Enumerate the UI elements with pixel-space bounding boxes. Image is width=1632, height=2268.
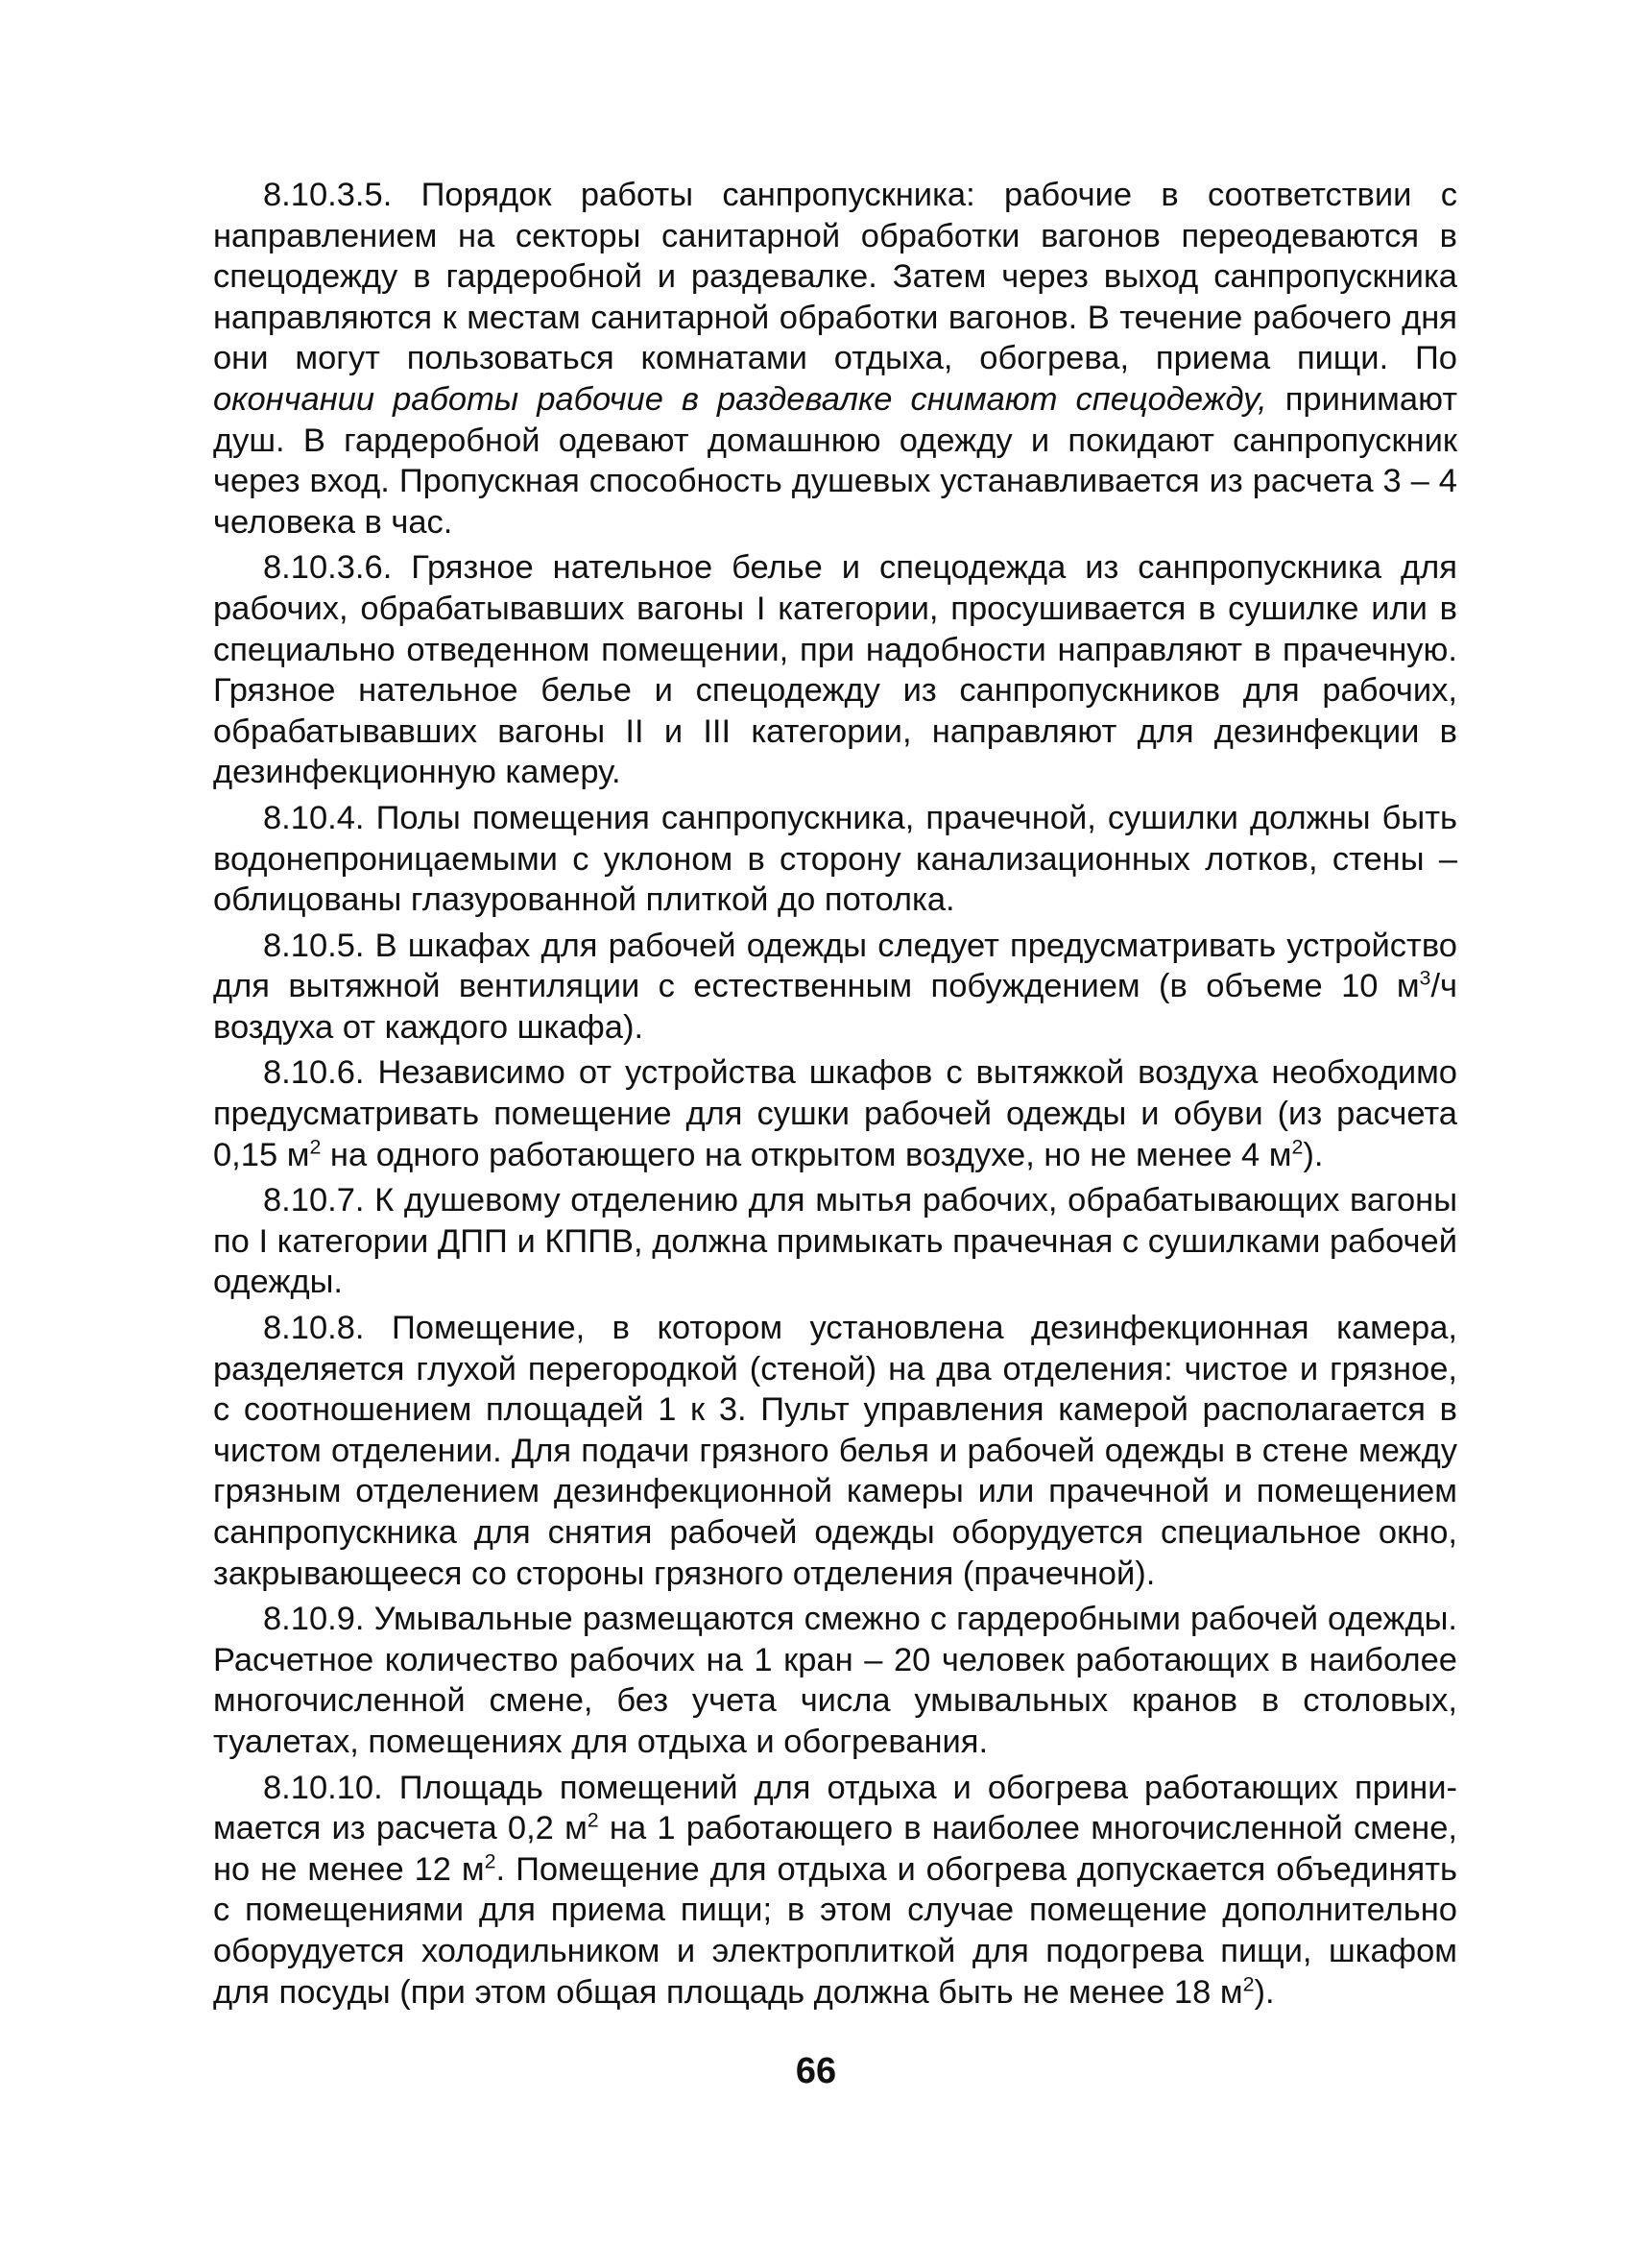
paragraph-text: 8.10.3.6. Грязное нательное белье и спецодежда из санпропускника для рабочих, обрабатывавших вагоны I категории, просушивается в сушилке или в специально отведенном помещении, при надобности направляют в прачечную. Грязное нательное белье и спецодежду из санпропускников для рабочих, обрабатывавших вагоны II и III категории, направляют для дезинфекции в дезинфекционную камеру. [213, 549, 1457, 791]
paragraph-text: 8.10.9. Умывальные размещаются смежно с гардеробными рабочей одежды. Расчетное количество рабочих на 1 кран – 20 человек работающих в наиболее многочисленной смене, без учета числа умывальных кранов в столовых, туалетах, помещениях для отдыха и обогревания. [213, 1601, 1457, 1760]
paragraph-8-10-10 [213, 1768, 1457, 2014]
paragraph-text: на одного работающего на открытом воздухе, но не менее 4 м [321, 1136, 1292, 1173]
paragraph-text: /ч воздуха от каждого шкафа). [213, 968, 1457, 1046]
paragraph-8-10-3-6 [213, 547, 1457, 793]
superscript: 2 [309, 1135, 322, 1159]
paragraph-text: 8.10.5. В шкафах для рабочей одежды следует предусматривать устройство для вытяжной вентиляции с естественным побуждением (в объеме 10 м [213, 927, 1457, 1005]
paragraph-text: 8.10.3.5. Порядок работы санпропускника: рабочие в соответствии с направлением на секторы санитарной обработки вагонов переодеваются в спецодежду в гардеробной и раздевалке. Затем через выход санпропускника направляются к местам санитарной обработки вагонов. В течение рабочего дня они могут пользоваться комнатами отдыха, обогрева, приема пищи. По [213, 177, 1457, 377]
paragraph-text: на 1 работающего в наиболее многочисленной смене, но не менее 12 м [213, 1810, 1457, 1888]
document-body [213, 175, 1457, 2017]
page-number: 66 [795, 2051, 837, 2091]
superscript: 2 [1242, 1972, 1255, 1996]
paragraph-8-10-7 [213, 1180, 1457, 1303]
paragraph-text: 8.10.7. К душевому отделению для мытья рабочих, обрабатывающих вагоны по I категории ДПП и КППВ, должна примыкать прачечная с сушилками рабочей одежды. [213, 1182, 1457, 1301]
superscript: 2 [1291, 1135, 1304, 1159]
paragraph-text: ). [1303, 1136, 1324, 1173]
paragraph-text: . Помещение для отдыха и обогрева допускается объединять с помещениями для приема пищи; в этом случае помещение дополнительно оборудуется холодильником и электроплиткой для подогрева пищи, шкафом для посуды (при этом общая площадь должна быть не менее 18 м [213, 1850, 1458, 2011]
paragraph-text: 8.10.8. Помещение, в котором установлена дезинфекционная камера, разделяется глухой перегородкой (стеной) на два отделения: чистое и грязное, с соотношением площадей 1 к 3. Пульт управления камерой располагается в чистом отделении. Для подачи грязного белья и рабочей одежды в стене между грязным отделением дезинфекционной камеры или прачечной и помещением санпропускника для снятия рабочей одежды оборудуется специальное окно, закрывающееся со стороны грязного отделения (прачечной). [213, 1310, 1457, 1592]
superscript: 3 [1419, 966, 1431, 990]
italic-text: окончании работы рабочие в раздевалке снимают спецодежду, [213, 380, 1267, 418]
paragraph-text: 8.10.10. Площадь помещений для отдыха и обогрева работающих принимается из расчета 0,2 м [213, 1769, 1457, 1847]
superscript: 2 [587, 1808, 599, 1832]
superscript: 2 [484, 1849, 496, 1873]
paragraph-text: 8.10.4. Полы помещения санпропускника, прачечной, сушилки должны быть водонепроницаемыми с уклоном в сторону канализационных лотков, стены – облицованы глазурованной плиткой до потолка. [213, 799, 1457, 919]
paragraph-8-10-8 [213, 1308, 1457, 1594]
paragraph-8-10-9 [213, 1599, 1457, 1762]
paragraph-text: ). [1254, 1973, 1275, 2011]
paragraph-8-10-3-5 [213, 175, 1457, 543]
paragraph-8-10-4 [213, 798, 1457, 921]
paragraph-8-10-5 [213, 926, 1457, 1049]
paragraph-text: принимают душ. В гардеробной одевают домашнюю одежду и покидают санпропускник через вход. Пропускная способность душевых устанавливается из расчета 3 – 4 человека в час. [213, 380, 1458, 541]
paragraph-text: 8.10.6. Независимо от устройства шкафов с вытяжкой воздуха необходимо предусматривать помещение для сушки рабочей одежды и обуви (из расчета 0,15 м [213, 1054, 1457, 1173]
paragraph-8-10-6 [213, 1052, 1457, 1175]
